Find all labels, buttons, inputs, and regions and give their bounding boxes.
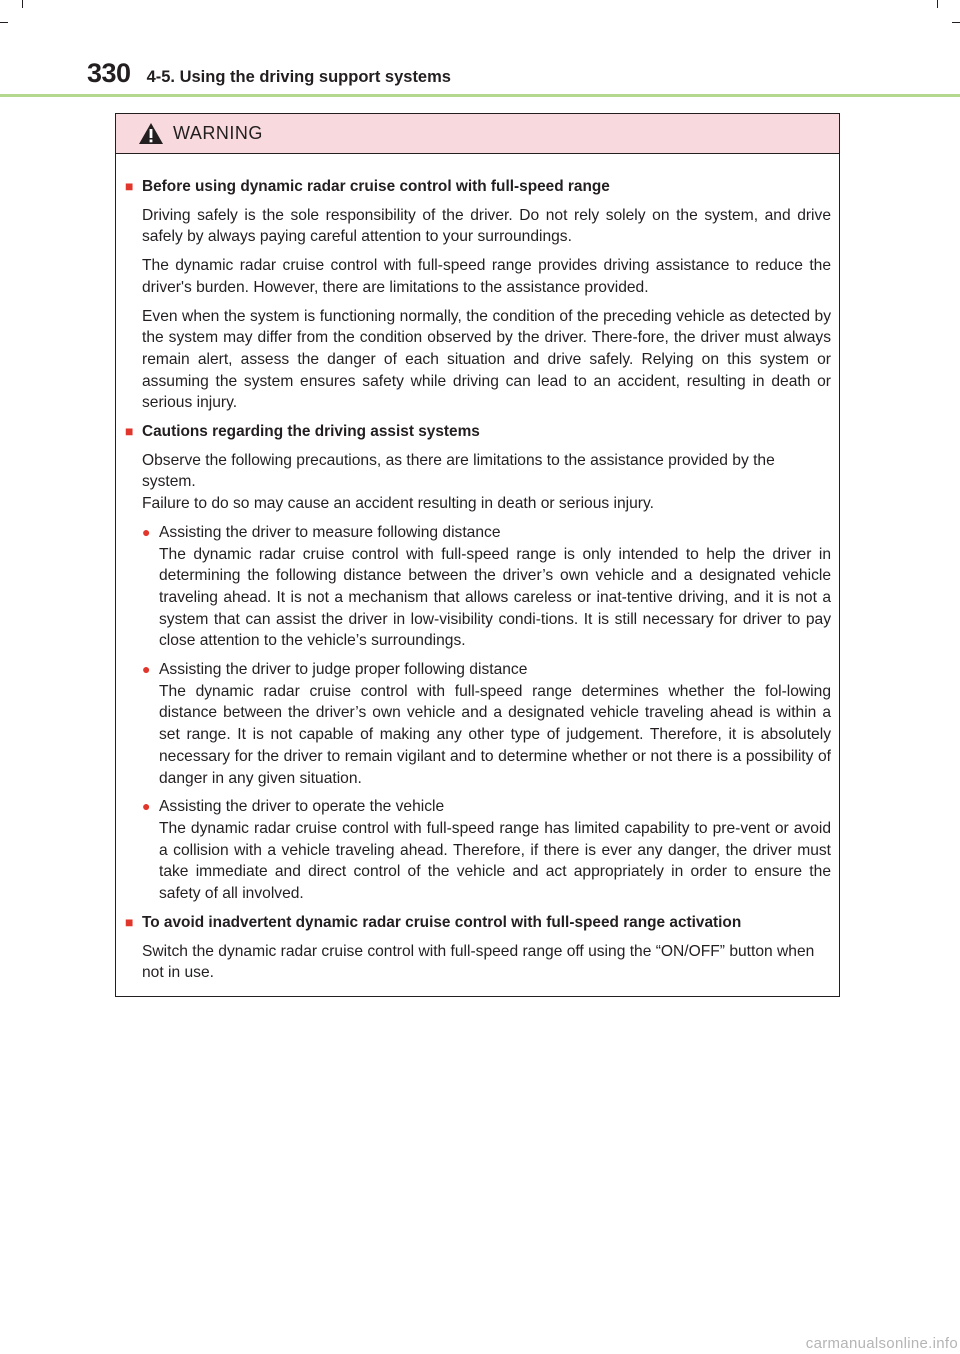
warning-section <box>125 912 831 984</box>
list-item <box>142 522 831 652</box>
section-heading-text: Cautions regarding the driving assist systems <box>142 423 480 441</box>
warning-header <box>116 114 839 154</box>
section-title: 4-5. Using the driving support systems <box>146 68 451 86</box>
section-heading <box>125 176 831 198</box>
list-item <box>142 796 831 905</box>
warning-section <box>125 421 831 905</box>
page-header <box>87 58 451 92</box>
round-bullet-icon: ● <box>142 523 151 540</box>
section-heading-text: Before using dynamic radar cruise control with full-speed range <box>142 178 610 195</box>
list-item <box>142 659 831 789</box>
square-bullet-icon: ■ <box>125 178 134 194</box>
crop-mark-top-left-v <box>22 0 23 8</box>
intro-line: Failure to do so may cause an accident resulting in death or serious injury. <box>142 495 654 513</box>
intro-line: Observe the following precautions, as there are limitations to the assistance provided by the system. <box>142 451 775 491</box>
section-heading <box>125 912 831 934</box>
paragraph: Even when the system is functioning normally, the condition of the preceding vehicle as detected by the system may differ from the condition observed by the driver. There-fore, the driver must always remain alert, assess the danger of each situation and drive safely. Relying on this system or assuming the system ensures safety while driving can lead to an accident, resulting in death or serious injury. <box>142 307 831 412</box>
warning-label: WARNING <box>173 123 263 143</box>
bullet-text: The dynamic radar cruise control with full-speed range has limited capability to pre-vent or avoid a collision with a vehicle traveling ahead. Therefore, if there is ever any danger, the driver must take immediate and direct control of the vehicle and act appropriately in order to ensure the safety of all involved. <box>159 819 831 903</box>
square-bullet-icon: ■ <box>125 423 134 440</box>
round-bullet-icon: ● <box>142 798 151 815</box>
bullet-title: Assisting the driver to operate the vehicle <box>159 798 445 816</box>
header-rule <box>0 94 960 97</box>
section-heading <box>125 421 831 443</box>
crop-mark-top-right-v <box>937 0 938 8</box>
warning-box <box>115 113 840 997</box>
round-bullet-icon: ● <box>142 661 151 678</box>
warning-triangle-icon <box>138 122 164 145</box>
bullet-title: Assisting the driver to judge proper following distance <box>159 661 528 679</box>
paragraph: Driving safely is the sole responsibility of the driver. Do not rely solely on the system, and drive safely by always paying careful attention to your surroundings. <box>142 206 831 246</box>
paragraph <box>142 450 831 515</box>
warning-body <box>116 154 839 984</box>
bullet-text: The dynamic radar cruise control with full-speed range determines whether the fol-lowing distance between the driver’s own vehicle and a designated vehicle traveling ahead is within a set range. It is not capable of making any other type of judgement. Therefore, it is absolutely necessary for the driver to remain vigilant and to determine whether or not there is a possibility of danger in any given situation. <box>159 682 831 787</box>
square-bullet-icon: ■ <box>125 913 134 930</box>
paragraph: Switch the dynamic radar cruise control with full-speed range off using the “ON/OFF” button when not in use. <box>142 942 815 982</box>
paragraph: The dynamic radar cruise control with full-speed range provides driving assistance to reduce the driver's burden. However, there are limitations to the assistance provided. <box>142 257 831 296</box>
page-number: 330 <box>87 58 131 88</box>
bullet-title: Assisting the driver to measure following distance <box>159 523 501 541</box>
crop-mark-top-right-h <box>952 22 960 23</box>
watermark: carmanualsonline.info <box>805 1335 958 1352</box>
crop-mark-top-left-h <box>0 22 8 23</box>
section-heading-text: To avoid inadvertent dynamic radar cruise control with full-speed range activation <box>142 913 742 931</box>
warning-section <box>125 176 831 414</box>
bullet-text: The dynamic radar cruise control with full-speed range is only intended to help the driver in determining the following distance between the driver’s own vehicle and a designated vehicle traveling ahead. It is not a mechanism that allows careless or inat-tentive driving, and it is not a system that can assist the driver in low-visibility condi-tions. It is still necessary for driver to pay close attention to the vehicle’s surroundings. <box>159 545 831 650</box>
